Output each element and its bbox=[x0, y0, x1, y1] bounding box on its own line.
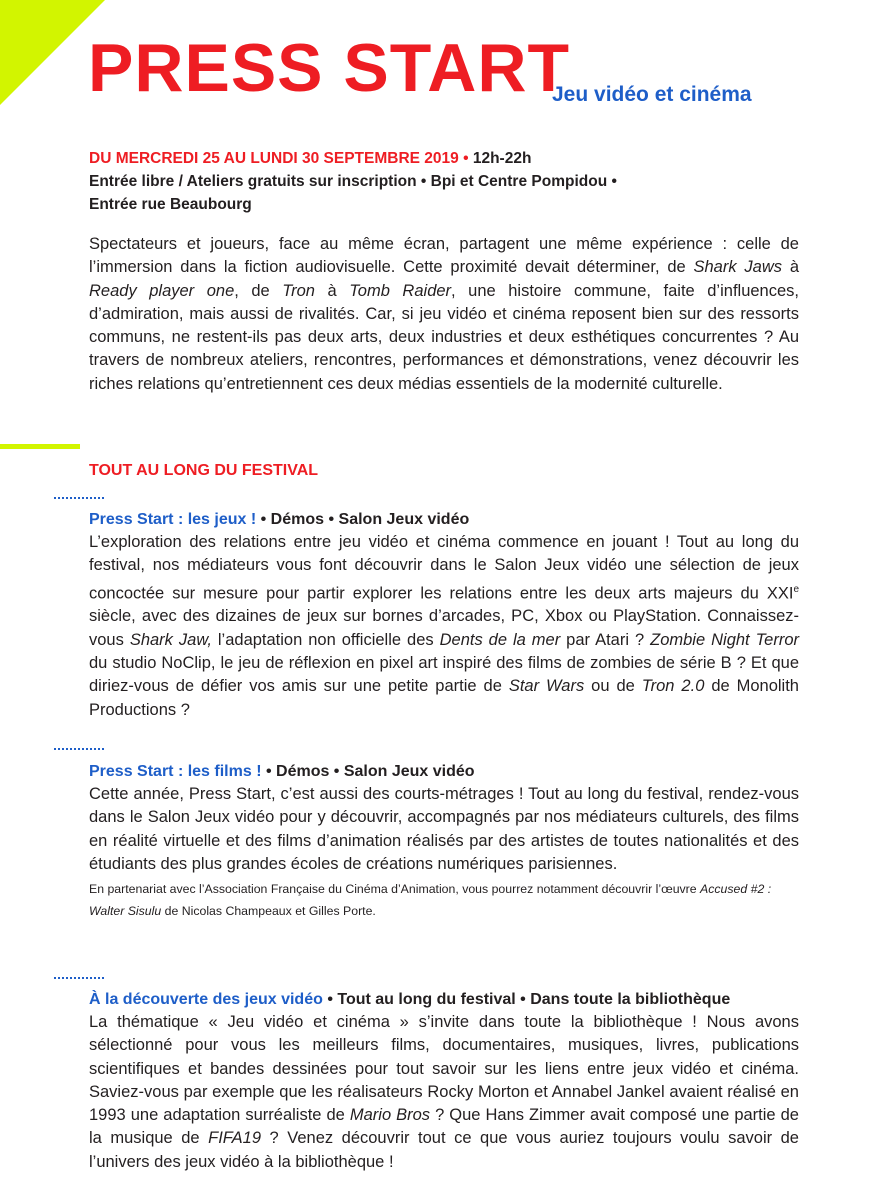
game-title-ref: Shark Jaw, bbox=[129, 630, 212, 649]
item-tags: • Démos • Salon Jeux vidéo bbox=[261, 763, 475, 780]
intro-text: à bbox=[782, 258, 799, 277]
item-tags: • Tout au long du festival • Dans toute la bibliothèque bbox=[322, 991, 731, 1008]
event-entrance-line: Entrée rue Beaubourg bbox=[89, 196, 252, 213]
item-text: ? Que Hans Zimmer avait composé une partie de la musique de bbox=[89, 1106, 799, 1148]
item-heading bbox=[89, 760, 799, 783]
item-title: Press Start : les jeux ! bbox=[89, 511, 257, 528]
event-access-line: Entrée libre / Ateliers gratuits sur inscription • Bpi et Centre Pompidou • bbox=[89, 173, 617, 190]
intro-title-ref: Ready player one bbox=[89, 281, 235, 300]
event-dates: DU MERCREDI 25 AU LUNDI 30 SEPTEMBRE 2019 bbox=[89, 150, 459, 167]
film-title-ref: Mario Bros bbox=[349, 1106, 431, 1125]
game-title-ref: FIFA19 bbox=[208, 1129, 262, 1148]
program-item-games bbox=[89, 508, 799, 722]
game-title-ref: Tron 2.0 bbox=[641, 677, 705, 696]
film-title-ref: Accused #2 : Walter Sisulu bbox=[89, 882, 772, 919]
item-heading bbox=[89, 988, 799, 1011]
century-superscript: e bbox=[793, 583, 799, 595]
intro-paragraph bbox=[89, 233, 799, 396]
film-title-ref: Dents de la mer bbox=[439, 630, 561, 649]
dotted-separator bbox=[54, 497, 104, 499]
note-text: de Nicolas Champeaux et Gilles Porte. bbox=[161, 904, 376, 919]
partnership-note bbox=[89, 878, 799, 922]
page-title: PRESS START bbox=[88, 30, 571, 106]
intro-title-ref: Shark Jaws bbox=[693, 258, 783, 277]
intro-text: , de bbox=[234, 281, 283, 300]
note-text: En partenariat avec l’Association Française du Cinéma d’Animation, vous pourrez notamment découvrir l’œuvre bbox=[89, 882, 701, 897]
bullet-separator: • bbox=[458, 150, 473, 167]
item-text: ou de bbox=[584, 677, 642, 696]
intro-text: à bbox=[314, 281, 350, 300]
game-title-ref: Star Wars bbox=[508, 677, 585, 696]
intro-text: , une histoire commune, faite d’influences, d’admiration, mais aussi de rivalités. Car, si jeu vidéo et cinéma reposent bien sur des ressorts communs, ne restent-ils pas deux arts, deux industries et deux esthétiques concurrentes ? Au travers de nombreux ateliers, rencontres, performances et démonstrations, venez découvrir les riches relations qu’entretiennent ces deux médias essentiels de la modernité culturelle. bbox=[89, 281, 799, 393]
item-text: l’adaptation non officielle des bbox=[211, 630, 440, 649]
event-hours: 12h-22h bbox=[472, 150, 532, 167]
item-text: par Atari ? bbox=[560, 630, 651, 649]
dotted-separator bbox=[54, 977, 104, 979]
section-title: TOUT AU LONG DU FESTIVAL bbox=[89, 462, 319, 479]
item-text: siècle, avec des dizaines de jeux sur bornes d’arcades, PC, Xbox ou PlayStation. Connaissez-vous bbox=[89, 607, 799, 649]
item-text: L’exploration des relations entre jeu vidéo et cinéma commence en jouant ! Tout au long du festival, nos médiateurs vous font découvrir dans le Salon Jeux vidéo une sélection de jeux concoctée sur mesure pour partir explorer les relations entre les deux arts majeurs du XXI bbox=[89, 533, 799, 603]
program-item-discovery bbox=[89, 988, 799, 1174]
game-title-ref: Zombie Night Terror bbox=[650, 630, 799, 649]
item-text: de Monolith Productions ? bbox=[89, 677, 799, 719]
item-heading bbox=[89, 508, 799, 531]
item-description bbox=[89, 1011, 799, 1174]
dotted-separator bbox=[54, 748, 104, 750]
event-info bbox=[89, 147, 799, 216]
item-text: ? Venez découvrir tout ce que vous auriez toujours voulu savoir de l’univers des jeux vidéo à la bibliothèque ! bbox=[89, 1129, 799, 1171]
intro-title-ref: Tomb Raider bbox=[349, 281, 452, 300]
intro-text: Spectateurs et joueurs, face au même écran, partagent une même expérience : celle de l’immersion dans la fiction audiovisuelle. Cette proximité devait déterminer, de bbox=[89, 235, 799, 277]
event-dates-line bbox=[89, 147, 799, 170]
item-description: Cette année, Press Start, c’est aussi des courts-métrages ! Tout au long du festival, rendez-vous dans le Salon Jeux vidéo pour y découvrir, accompagnés par nos médiateurs culturels, des films en réalité virtuelle et des films d’animation réalisés par des artistes de toutes nationalités et des étudiants des plus grandes écoles de créations numériques parisiennes. bbox=[89, 785, 799, 873]
intro-title-ref: Tron bbox=[282, 281, 315, 300]
page-subtitle: Jeu vidéo et cinéma bbox=[552, 83, 752, 106]
item-title: À la découverte des jeux vidéo bbox=[89, 991, 323, 1008]
program-item-films bbox=[89, 760, 799, 922]
item-tags: • Démos • Salon Jeux vidéo bbox=[256, 511, 470, 528]
item-text: du studio NoClip, le jeu de réflexion en pixel art inspiré des films de zombies de série B ? Et que diriez-vous de défier vos amis sur une petite partie de bbox=[89, 653, 799, 696]
item-title: Press Start : les films ! bbox=[89, 763, 262, 780]
item-description bbox=[89, 531, 799, 722]
section-accent-bar bbox=[0, 444, 80, 449]
item-text: La thématique « Jeu vidéo et cinéma » s’invite dans toute la bibliothèque ! Nous avons sélectionné pour vous les meilleurs films, documentaires, musiques, livres, publications scientifiques et bandes dessinées pour tout savoir sur les liens entre jeux vidéo et cinéma. Saviez-vous par exemple que les réalisateurs Rocky Morton et Annabel Jankel avaient réalisé en 1993 une adaptation surréaliste de bbox=[89, 1013, 799, 1125]
